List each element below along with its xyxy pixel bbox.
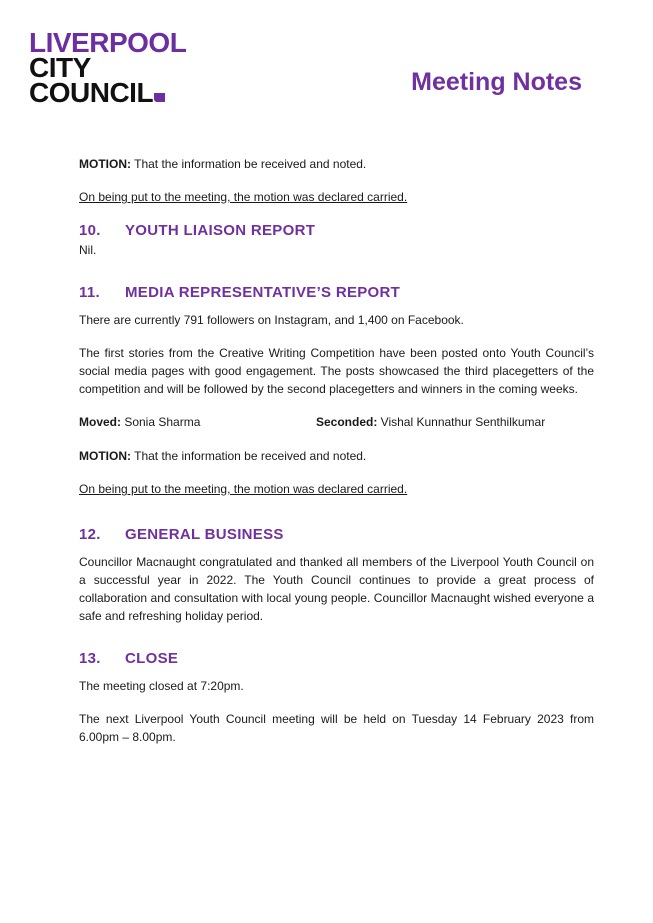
moved-label: Moved: (79, 415, 121, 429)
logo-line-2: CITY (29, 52, 91, 83)
section-heading-12 (79, 525, 594, 545)
motion-outcome: On being put to the meeting, the motion was declared carried. (79, 190, 408, 204)
motion-outcome: On being put to the meeting, the motion was declared carried. (79, 482, 408, 496)
section-heading-11 (79, 283, 594, 303)
moved-cell (79, 413, 316, 431)
motion-paragraph (79, 155, 594, 173)
section-number: 12. (79, 526, 101, 543)
logo-block-icon (154, 93, 165, 102)
logo-line-1: LIVERPOOL (29, 27, 187, 58)
section-number: 11. (79, 284, 100, 301)
section-title: GENERAL BUSINESS (125, 526, 284, 543)
section-heading-13 (79, 649, 594, 669)
section-11-followers: There are currently 791 followers on Instagram, and 1,400 on Facebook. (79, 313, 464, 327)
motion-label: MOTION: (79, 449, 131, 463)
logo-line-3-wrap (29, 77, 219, 108)
section-title: CLOSE (125, 650, 179, 667)
section-11-stories: The first stories from the Creative Writing Competition have been posted onto Youth Council’s social media pages with good engagement. The posts showcased the third placegetters of the competition and will be followed by the second placegetters and winners in the coming weeks. (79, 346, 594, 396)
section-13-next-meeting: The next Liverpool Youth Council meeting will be held on Tuesday 14 February 2023 from 6.00pm – 8.00pm. (79, 712, 594, 744)
section-title: YOUTH LIAISON REPORT (125, 222, 316, 239)
motion-text: That the information be received and noted. (131, 157, 367, 171)
council-logo (29, 27, 219, 108)
moved-seconded-row (79, 413, 594, 431)
document-body (79, 155, 594, 761)
section-12-body: Councillor Macnaught congratulated and thanked all members of the Liverpool Youth Council on a successful year in 2022. The Youth Council continues to provide a great process of collaboration and consultation with local young people. Councillor Macnaught wished everyone a safe and refreshing holiday period. (79, 555, 594, 623)
motion-label: MOTION: (79, 157, 131, 171)
logo-line-3: COUNCIL (29, 77, 154, 108)
section-number: 10. (79, 222, 101, 239)
section-10-body: Nil. (79, 243, 97, 257)
section-heading-10 (79, 221, 594, 241)
seconded-label: Seconded: (316, 415, 378, 429)
section-13-closed: The meeting closed at 7:20pm. (79, 679, 244, 693)
seconded-cell (316, 413, 545, 431)
seconded-value: Vishal Kunnathur Senthilkumar (377, 415, 546, 429)
moved-value: Sonia Sharma (121, 415, 201, 429)
section-title: MEDIA REPRESENTATIVE’S REPORT (125, 284, 401, 301)
document-title: Meeting Notes (411, 68, 582, 96)
motion-paragraph (79, 447, 594, 465)
motion-text: That the information be received and noted. (131, 449, 367, 463)
section-number: 13. (79, 650, 101, 667)
